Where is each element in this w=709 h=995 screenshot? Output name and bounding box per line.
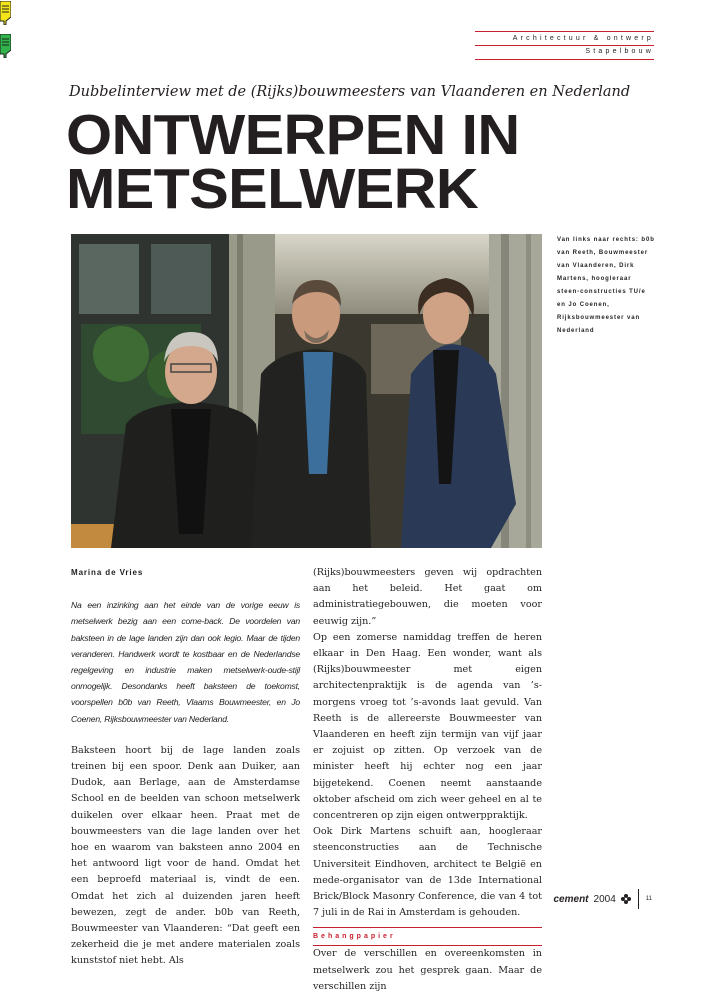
subsection-label: Stapelbouw [585,48,654,55]
body-paragraph: Over de verschillen en overeenkomsten in metselwerk zou het gesprek gaan. Maar de verschillen zijn [313,948,542,992]
magazine-year: 2004 [593,893,616,905]
body-paragraph: Ook Dirk Martens schuift aan, hoogleraar steenconstructies aan de Technische Universiteit Eindhoven, architect te België en mede-organisator van de 13de International Brick/Block Masonry Conference, die van 4 tot 7 juli in de Rai in Amsterdam is gehouden. [313,826,542,919]
page-footer [554,892,653,906]
lead-paragraph: Na een inzinking aan het einde van de vorige eeuw is metselwerk bezig aan een come-back. De voordelen van baksteen in de lage landen zijn dan ook legio. Maar de tijden veranderen. Handwerk wordt te kostbaar en de Nederlandse regelgeving en industrie maken metselwerk-oude-stijl onmogelijk. Desondanks heeft baksteen de toekomst, voorspellen b0b van Reeth, Vlaams Bouwmeester, en Jo Coenen, Rijksbouwmeester van Nederland. [71,600,300,724]
article-photo [71,234,542,548]
page-number: 11 [645,896,652,902]
headline-line-1: ONTWERPEN IN [66,103,520,167]
header-rule-bottom [475,59,654,60]
green-note-icon[interactable] [0,34,11,58]
body-paragraph: Baksteen hoort bij de lage landen zoals treinen bij een spoor. Denk aan Duiker, aan Dudok, aan Berlage, aan de Amsterdamse School en de beelden van schoon metselwerk duikelen over elkaar heen. Praat met de bouwmeesters van die lage landen over het hoe en waarom van baksteen anno 2004 en het antwoord ligt voor de hand. Omdat het een beproefd materiaal is, vindt de een. Omdat het zich al duizenden jaren heeft bewezen, zegt de ander. b0b van Reeth, Bouwmeester van Vlaanderen: “Dat geeft een zekerheid die je met andere materialen zoals kunststof niet hebt. Als [71,744,300,967]
body-paragraph: Op een zomerse namiddag treffen de heren elkaar in Den Haag. Een wonder, want als (Rijks)bouwmeester met eigen architectenpraktijk is de agenda van ’s-morgens vroeg tot ’s-avonds laat gevuld. Van Reeth is de allereerste Bouwmeester van Vlaanderen en heeft zijn termijn van vijf jaar er zojuist op zitten. Op verzoek van de minister heeft hij echter nog een jaar bijgetekend. Coenen neemt aanstaande oktober afscheid om zich weer geheel en al te concentreren op zijn eigen ontwerppraktijk. [313,631,542,822]
body-paragraph: (Rijks)bouwmeesters geven wij opdrachten aan het beleid. Het gaat om administratiegebouwen, die moeten voor eeuwig zijn.” [313,567,542,627]
author-name: Marina de Vries [71,568,144,577]
section-heading: Behangpapier [313,927,542,946]
flower-icon [621,894,631,904]
header-rule-top [475,31,654,32]
headline-line-2: METSELWERK [66,157,479,221]
yellow-note-icon[interactable] [0,1,11,25]
section-label: Architectuur & ontwerp [512,35,654,42]
header-rule-middle [475,45,654,46]
magazine-name: cement [553,893,589,905]
photo-caption: Van links naar rechts: b0b van Reeth, Bouwmeester van Vlaanderen, Dirk Martens, hoogleraar steen-constructies TU/e en Jo Coenen, Rijksbouwmeester van Nederland [557,237,655,334]
article-subtitle: Dubbelinterview met de (Rijks)bouwmeesters van Vlaanderen en Nederland [69,84,631,100]
footer-divider [638,889,639,909]
text-column-left [71,565,300,970]
text-column-right [313,565,542,995]
